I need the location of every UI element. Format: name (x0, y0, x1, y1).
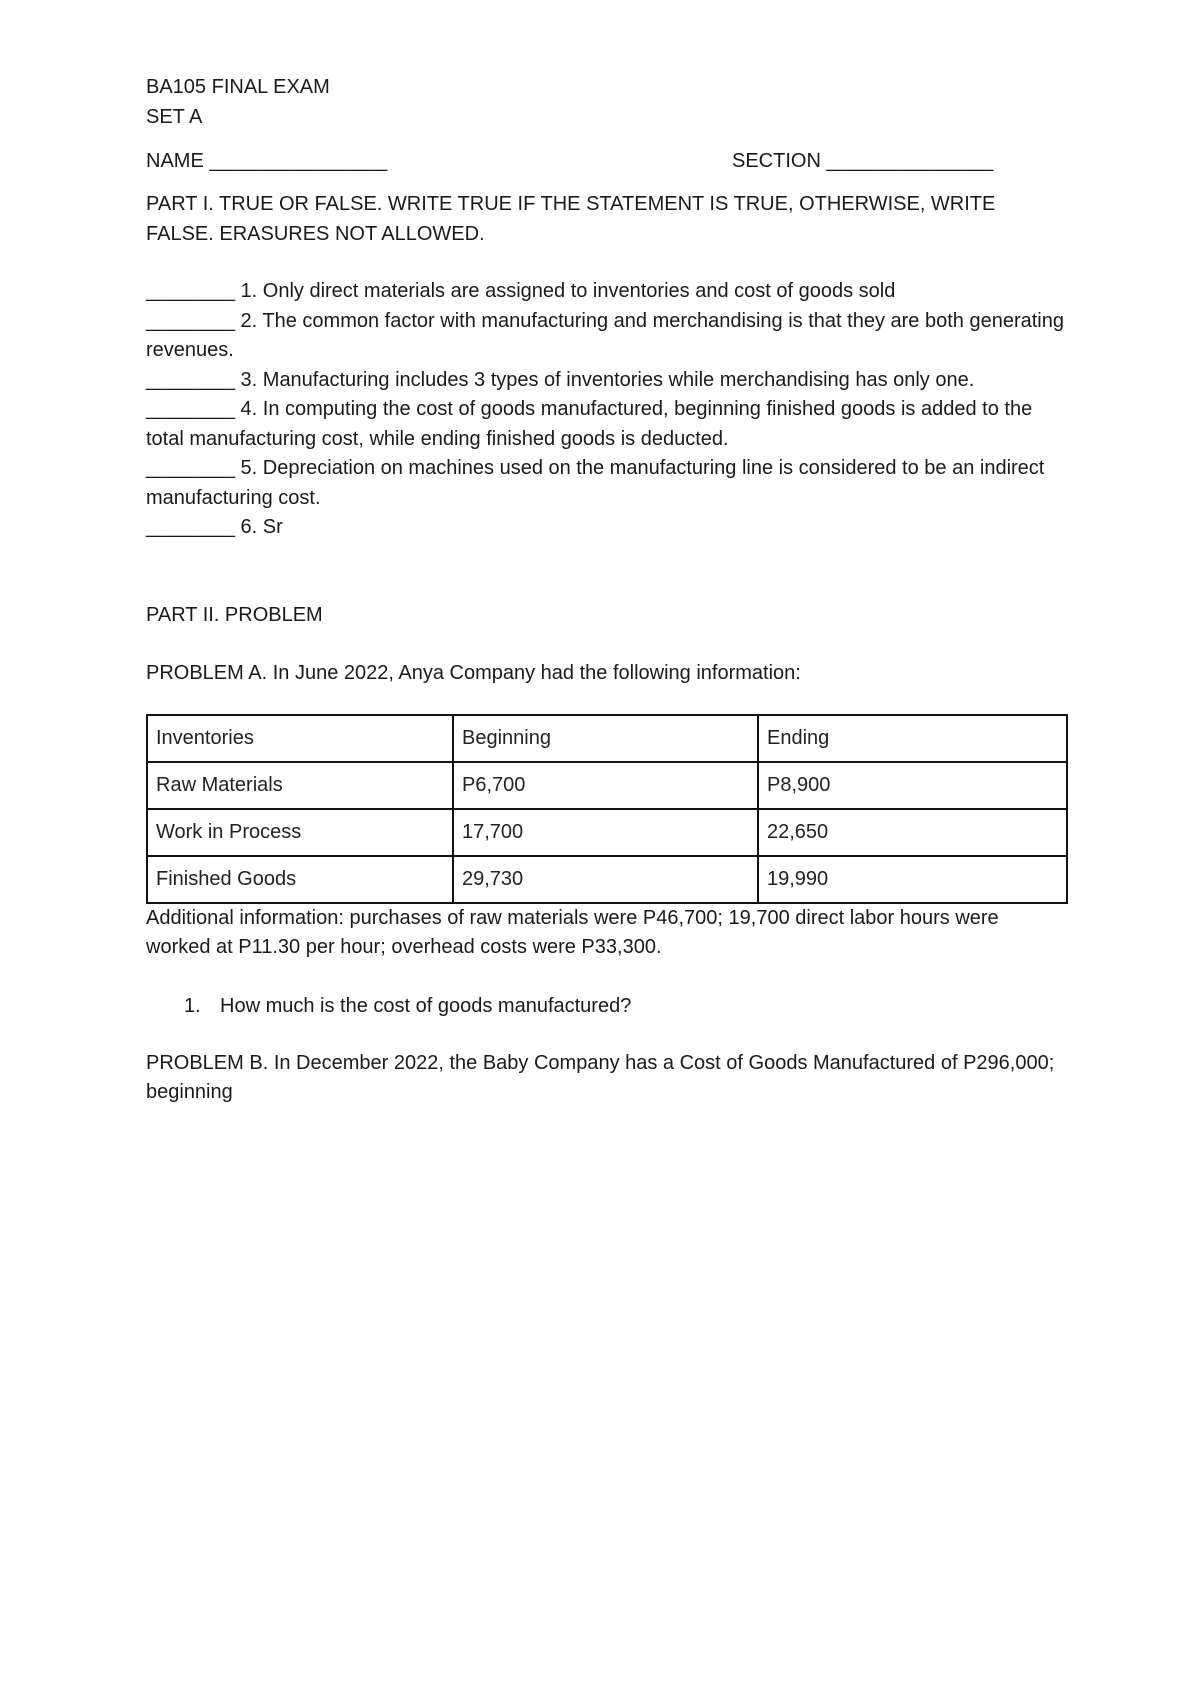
problem-b-intro: PROBLEM B. In December 2022, the Baby Company has a Cost of Goods Manufactured of P296,000; beginning (146, 1051, 1055, 1103)
table-cell: 22,650 (758, 809, 1067, 856)
name-field[interactable]: NAME ________________ (146, 150, 388, 172)
exam-page (146, 72, 1066, 1108)
table-row (147, 809, 1067, 856)
student-info-row (146, 146, 1066, 176)
section-field[interactable]: SECTION _______________ (732, 150, 994, 172)
question-number: 1. (184, 994, 201, 1017)
problem-a-intro: PROBLEM A. In June 2022, Anya Company had the following information: (146, 661, 801, 684)
table-cell: Work in Process (147, 809, 453, 856)
table-cell: 17,700 (453, 809, 758, 856)
inventory-table (146, 714, 1068, 904)
problem-a-additional-info: Additional information: purchases of raw materials were P46,700; 19,700 direct labor hours were worked at P11.30 per hour; overhead costs were P33,300. (146, 906, 999, 958)
table-row (147, 856, 1067, 903)
table-cell: Raw Materials (147, 762, 453, 809)
table-header-cell: Inventories (147, 715, 453, 762)
part1-heading: PART I. TRUE OR FALSE. WRITE TRUE IF THE STATEMENT IS TRUE, OTHERWISE, WRITE FALSE. ERASURES NOT ALLOWED. (146, 193, 996, 245)
table-cell: P8,900 (758, 762, 1067, 809)
question-text: How much is the cost of goods manufactured? (220, 994, 632, 1017)
exam-title: BA105 FINAL EXAM (146, 76, 330, 98)
table-header-cell: Ending (758, 715, 1067, 762)
exam-set: SET A (146, 106, 203, 128)
table-cell: P6,700 (453, 762, 758, 809)
table-header-row (147, 715, 1067, 762)
true-false-item-3[interactable]: ________ 3. Manufacturing includes 3 types of inventories while merchandising has only one. (146, 368, 975, 391)
true-false-item-1[interactable]: ________ 1. Only direct materials are assigned to inventories and cost of goods sold (146, 280, 896, 302)
table-cell: 29,730 (453, 856, 758, 903)
table-cell: 19,990 (758, 856, 1067, 903)
part2-heading: PART II. PROBLEM (146, 603, 323, 626)
true-false-item-5[interactable]: ________ 5. Depreciation on machines used on the manufacturing line is considered to be an indirect manufacturing cost. (146, 457, 1045, 509)
true-false-item-2[interactable]: ________ 2. The common factor with manufacturing and merchandising is that they are both generating revenues. (146, 309, 1064, 361)
question-item (146, 991, 1066, 1021)
problem-a-questions (146, 991, 1066, 1021)
table-cell: Finished Goods (147, 856, 453, 903)
true-false-list (146, 277, 1066, 543)
true-false-item-6[interactable]: ________ 6. Sr (146, 516, 283, 538)
table-header-cell: Beginning (453, 715, 758, 762)
true-false-item-4[interactable]: ________ 4. In computing the cost of goods manufactured, beginning finished goods is added to the total manufacturing cost, while ending finished goods is deducted. (146, 398, 1033, 450)
table-row (147, 762, 1067, 809)
